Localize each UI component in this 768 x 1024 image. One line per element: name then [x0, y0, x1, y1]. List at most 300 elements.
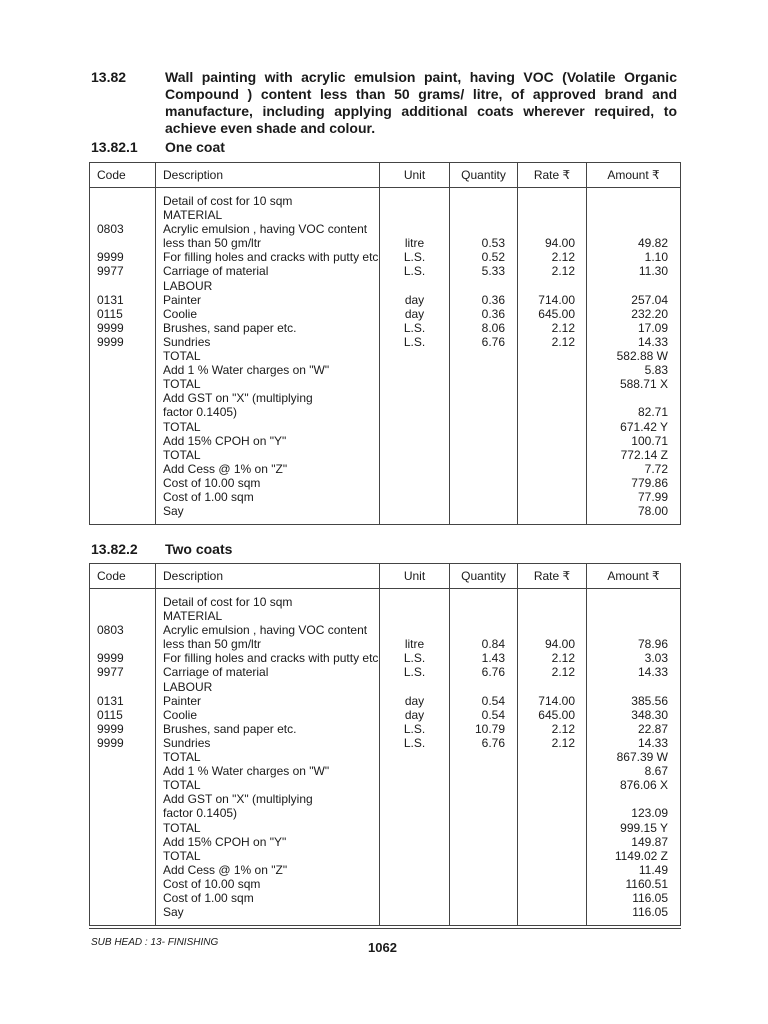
subsection-number-2: 13.82.2: [91, 541, 138, 557]
cell-desc: For filling holes and cracks with putty etc: [163, 651, 379, 666]
cell-rate: [518, 504, 586, 518]
cell-unit: [380, 877, 449, 891]
cell-amt: [587, 208, 680, 222]
cell-amt: 49.82: [637, 236, 668, 251]
cell-unit: [380, 279, 449, 293]
cell-desc: TOTAL: [163, 848, 201, 863]
cell-amt: 77.99: [637, 489, 668, 504]
cell-code: 9977: [97, 665, 124, 680]
cell-amt: 348.30: [631, 707, 668, 722]
cell-code: [90, 448, 155, 462]
cell-desc: MATERIAL: [163, 208, 223, 223]
cell-unit: [380, 405, 449, 419]
cell-code: [90, 778, 155, 792]
cell-code: 9999: [97, 735, 124, 750]
cell-code: [90, 637, 155, 651]
cell-amt: 11.30: [638, 264, 668, 279]
cell-code: [90, 208, 155, 222]
cell-qty: [450, 863, 517, 877]
cell-qty: [450, 391, 517, 405]
cell-amt: 1160.51: [625, 876, 668, 891]
col-header-quantity: Quantity: [450, 163, 518, 188]
cell-desc: Brushes, sand paper etc.: [163, 721, 297, 736]
cell-code: [90, 476, 155, 490]
cell-rate: 94.00: [544, 637, 575, 652]
cell-code: 0115: [97, 306, 123, 321]
col-header-unit: Unit: [380, 564, 450, 589]
cell-code: 9999: [97, 334, 124, 349]
cell-unit: day: [404, 707, 425, 722]
cell-amt: [587, 792, 680, 806]
cell-unit: [380, 194, 449, 208]
cell-amt: 8.67: [644, 764, 668, 779]
cell-qty: 5.33: [481, 264, 505, 279]
cell-qty: [450, 279, 517, 293]
estimate-table-one-coat: [89, 162, 681, 525]
cell-desc: Add GST on "X" (multiplying: [163, 391, 313, 406]
col-header-code: Code: [90, 163, 156, 188]
cell-unit: [380, 504, 449, 518]
cell-amt: [587, 595, 680, 609]
cell-qty: [450, 609, 517, 623]
cell-unit: L.S.: [403, 250, 426, 265]
cell-qty: [450, 891, 517, 905]
cell-desc: LABOUR: [163, 278, 213, 293]
cell-desc: Detail of cost for 10 sqm: [163, 194, 293, 208]
cell-unit: [380, 377, 449, 391]
cell-qty: [450, 363, 517, 377]
cell-qty: [450, 194, 517, 208]
cell-desc: Coolie: [163, 306, 198, 321]
cell-desc: Cost of 1.00 sqm: [163, 489, 254, 504]
cell-amt: 17.09: [637, 320, 668, 335]
cell-desc: Add 1 % Water charges on "W": [163, 363, 330, 378]
cell-rate: 2.12: [551, 334, 575, 349]
cell-unit: [380, 764, 449, 778]
cell-desc: TOTAL: [163, 349, 201, 364]
cell-desc: TOTAL: [163, 377, 201, 392]
cell-qty: 0.84: [481, 637, 505, 652]
cell-rate: 2.12: [551, 320, 575, 335]
cell-desc: Cost of 10.00 sqm: [163, 876, 261, 891]
cell-rate: 645.00: [538, 306, 575, 321]
cell-rate: [518, 750, 586, 764]
cell-code: [90, 595, 155, 609]
cell-unit: [380, 490, 449, 504]
cell-code: [90, 609, 155, 623]
cell-qty: 6.76: [481, 334, 505, 349]
cell-desc: Sundries: [163, 334, 211, 349]
cell-qty: [450, 792, 517, 806]
cell-rate: [518, 222, 586, 236]
cell-unit: L.S.: [403, 320, 426, 335]
cell-code: 9977: [97, 264, 124, 279]
cell-desc: Add GST on "X" (multiplying: [163, 792, 313, 807]
cell-code: 0131: [97, 693, 124, 708]
cell-unit: [380, 609, 449, 623]
cell-desc: For filling holes and cracks with putty etc: [163, 250, 379, 265]
cell-qty: [450, 778, 517, 792]
cell-code: [90, 490, 155, 504]
cell-qty: 0.54: [481, 693, 505, 708]
cell-qty: [450, 208, 517, 222]
cell-code: [90, 764, 155, 778]
cell-unit: L.S.: [403, 334, 426, 349]
cell-rate: [518, 194, 586, 208]
cell-amt: 100.71: [631, 433, 668, 448]
section-title: Wall painting with acrylic emulsion paint, having VOC (Volatile Organic Compound ) content less than 50 grams/ litre, of approved brand and manufacture, including applying additional coats wherever required, to achieve even shade and colour.: [165, 69, 677, 136]
cell-rate: [518, 609, 586, 623]
cell-qty: [450, 835, 517, 849]
cell-unit: [380, 434, 449, 448]
cell-desc: less than 50 gm/ltr: [163, 637, 262, 652]
cell-unit: [380, 863, 449, 877]
cell-desc: TOTAL: [163, 750, 201, 765]
cell-rate: 714.00: [538, 292, 575, 307]
cell-amt: 116.05: [632, 905, 668, 920]
rate-column: [518, 188, 587, 525]
cell-rate: 2.12: [551, 264, 575, 279]
cell-code: [90, 279, 155, 293]
cell-qty: [450, 806, 517, 820]
col-header-rate: Rate ₹: [518, 163, 587, 188]
cell-code: [90, 504, 155, 518]
cell-code: [90, 792, 155, 806]
cell-unit: L.S.: [403, 735, 426, 750]
cell-rate: [518, 349, 586, 363]
description-column: [156, 589, 380, 926]
cell-code: 0803: [97, 222, 124, 237]
col-header-description: Description: [156, 564, 380, 589]
cell-unit: [380, 420, 449, 434]
cell-code: 9999: [97, 651, 124, 666]
cell-code: [90, 377, 155, 391]
cell-code: [90, 363, 155, 377]
cell-desc: Cost of 10.00 sqm: [163, 475, 261, 490]
cell-desc: factor 0.1405): [163, 806, 238, 821]
cell-rate: [518, 877, 586, 891]
cell-code: 9999: [97, 721, 124, 736]
cell-amt: [587, 609, 680, 623]
page-number: 1062: [368, 940, 397, 955]
cell-code: [90, 835, 155, 849]
cell-amt: 14.33: [637, 665, 668, 680]
cell-desc: MATERIAL: [163, 609, 223, 624]
cell-qty: 6.76: [481, 735, 505, 750]
cell-qty: [450, 476, 517, 490]
cell-desc: Cost of 1.00 sqm: [163, 890, 254, 905]
cell-qty: [450, 420, 517, 434]
quantity-column: [450, 188, 518, 525]
cell-amt: 876.06 X: [619, 778, 668, 793]
cell-code: [90, 462, 155, 476]
cell-code: [90, 391, 155, 405]
cell-qty: [450, 764, 517, 778]
col-header-code: Code: [90, 564, 156, 589]
cell-unit: [380, 448, 449, 462]
cell-rate: 2.12: [551, 735, 575, 750]
cell-amt: 14.33: [637, 735, 668, 750]
section-number: 13.82: [91, 69, 127, 85]
cell-amt: 5.83: [644, 363, 668, 378]
cell-code: [90, 905, 155, 919]
cell-desc: Sundries: [163, 735, 211, 750]
cell-rate: [518, 806, 586, 820]
cell-qty: 10.79: [474, 721, 505, 736]
cell-rate: 2.12: [551, 250, 575, 265]
cell-unit: L.S.: [403, 721, 426, 736]
quantity-column: [450, 589, 518, 926]
cell-rate: [518, 863, 586, 877]
amount-column: [587, 589, 681, 926]
estimate-table-two-coats: [89, 563, 681, 926]
cell-qty: [450, 405, 517, 419]
amount-column: [587, 188, 681, 525]
cell-desc: LABOUR: [163, 679, 213, 694]
cell-desc: TOTAL: [163, 778, 201, 793]
cell-unit: [380, 208, 449, 222]
col-header-quantity: Quantity: [450, 564, 518, 589]
cell-qty: [450, 849, 517, 863]
cell-amt: 123.09: [631, 806, 668, 821]
cell-qty: 6.76: [481, 665, 505, 680]
cell-code: 9999: [97, 250, 124, 265]
cell-amt: 1149.02 Z: [614, 848, 668, 863]
cell-rate: [518, 391, 586, 405]
cell-unit: litre: [404, 236, 425, 251]
cell-qty: [450, 349, 517, 363]
cell-qty: [450, 490, 517, 504]
subsection-title-1: One coat: [165, 139, 225, 155]
cell-amt: 22.87: [637, 721, 668, 736]
cell-amt: 772.14 Z: [620, 447, 668, 462]
col-header-description: Description: [156, 163, 380, 188]
description-column: [156, 188, 380, 525]
cell-qty: 1.43: [481, 651, 505, 666]
cell-unit: [380, 476, 449, 490]
cell-qty: [450, 377, 517, 391]
cell-amt: 14.33: [637, 334, 668, 349]
cell-desc: Add Cess @ 1% on "Z": [163, 461, 288, 476]
cell-code: 0803: [97, 623, 124, 638]
cell-rate: [518, 490, 586, 504]
subsection-number-1: 13.82.1: [91, 139, 138, 155]
cell-rate: [518, 849, 586, 863]
rate-column: [518, 589, 587, 926]
cell-qty: [450, 623, 517, 637]
cell-qty: [450, 448, 517, 462]
cell-amt: [587, 391, 680, 405]
cell-amt: 999.15 Y: [620, 820, 668, 835]
cell-rate: [518, 208, 586, 222]
cell-code: [90, 194, 155, 208]
cell-rate: [518, 595, 586, 609]
cell-desc: Brushes, sand paper etc.: [163, 320, 297, 335]
cell-unit: [380, 778, 449, 792]
cell-desc: factor 0.1405): [163, 405, 238, 420]
cell-desc: Carriage of material: [163, 264, 269, 279]
cell-amt: 867.39 W: [616, 750, 668, 765]
cell-amt: 78.00: [637, 504, 668, 519]
cell-desc: Say: [163, 905, 184, 920]
cell-qty: 0.52: [481, 250, 505, 265]
cell-rate: 645.00: [538, 707, 575, 722]
cell-qty: 0.53: [481, 236, 505, 251]
cell-rate: [518, 434, 586, 448]
cell-unit: [380, 792, 449, 806]
cell-desc: Painter: [163, 693, 202, 708]
cell-desc: Add 15% CPOH on "Y": [163, 433, 287, 448]
cell-unit: L.S.: [403, 264, 426, 279]
cell-unit: [380, 222, 449, 236]
cell-code: 9999: [97, 320, 124, 335]
cell-rate: [518, 891, 586, 905]
cell-rate: [518, 680, 586, 694]
cell-amt: 1.10: [644, 250, 668, 265]
cell-desc: TOTAL: [163, 820, 201, 835]
cell-amt: [587, 279, 680, 293]
cell-qty: [450, 504, 517, 518]
cell-rate: [518, 778, 586, 792]
cell-unit: [380, 680, 449, 694]
cell-desc: TOTAL: [163, 419, 201, 434]
cell-unit: [380, 391, 449, 405]
col-header-rate: Rate ₹: [518, 564, 587, 589]
cell-qty: [450, 222, 517, 236]
cell-code: 0131: [97, 292, 124, 307]
unit-column: [380, 188, 450, 525]
cell-rate: [518, 420, 586, 434]
cell-code: [90, 863, 155, 877]
cell-qty: 8.06: [481, 320, 505, 335]
cell-rate: [518, 476, 586, 490]
cell-unit: [380, 595, 449, 609]
cell-unit: [380, 835, 449, 849]
cell-amt: 588.71 X: [619, 377, 668, 392]
cell-unit: day: [404, 306, 425, 321]
cell-code: [90, 891, 155, 905]
cell-qty: [450, 680, 517, 694]
subsection-title-2: Two coats: [165, 541, 233, 557]
cell-code: [90, 750, 155, 764]
cell-desc: Add 1 % Water charges on "W": [163, 764, 330, 779]
cell-rate: [518, 792, 586, 806]
code-column: [90, 188, 156, 525]
cell-desc: Add Cess @ 1% on "Z": [163, 862, 288, 877]
cell-unit: L.S.: [403, 651, 426, 666]
col-header-amount: Amount ₹: [587, 163, 681, 188]
cell-rate: [518, 764, 586, 778]
cell-qty: [450, 434, 517, 448]
cell-unit: [380, 806, 449, 820]
unit-column: [380, 589, 450, 926]
cell-amt: 671.42 Y: [620, 419, 668, 434]
cell-code: [90, 821, 155, 835]
cell-qty: 0.54: [481, 707, 505, 722]
cell-unit: litre: [404, 637, 425, 652]
cell-unit: [380, 905, 449, 919]
cell-unit: [380, 821, 449, 835]
cell-rate: [518, 448, 586, 462]
cell-desc: Coolie: [163, 707, 198, 722]
cell-unit: L.S.: [403, 665, 426, 680]
cell-amt: 3.03: [644, 651, 668, 666]
cell-rate: 2.12: [551, 721, 575, 736]
cell-unit: [380, 750, 449, 764]
cell-desc: Say: [163, 504, 184, 519]
cell-desc: less than 50 gm/ltr: [163, 236, 262, 251]
cell-desc: Add 15% CPOH on "Y": [163, 834, 287, 849]
cell-amt: 78.96: [637, 637, 668, 652]
cell-rate: [518, 905, 586, 919]
col-header-amount: Amount ₹: [587, 564, 681, 589]
cell-amt: 116.05: [632, 890, 668, 905]
cell-amt: [587, 680, 680, 694]
cell-amt: [587, 623, 680, 637]
cell-qty: [450, 462, 517, 476]
cell-amt: 232.20: [631, 306, 668, 321]
cell-desc: Detail of cost for 10 sqm: [163, 595, 293, 609]
cell-amt: 257.04: [631, 292, 668, 307]
cell-amt: 11.49: [638, 862, 668, 877]
cell-code: [90, 877, 155, 891]
cell-amt: 82.71: [637, 405, 668, 420]
cell-desc: TOTAL: [163, 447, 201, 462]
cell-rate: [518, 835, 586, 849]
cell-code: [90, 349, 155, 363]
cell-rate: [518, 279, 586, 293]
cell-amt: 385.56: [631, 693, 668, 708]
cell-qty: 0.36: [481, 306, 505, 321]
cell-code: [90, 420, 155, 434]
cell-code: [90, 405, 155, 419]
cell-unit: [380, 623, 449, 637]
col-header-unit: Unit: [380, 163, 450, 188]
cell-rate: [518, 462, 586, 476]
cell-code: [90, 849, 155, 863]
cell-code: 0115: [97, 707, 123, 722]
cell-code: [90, 680, 155, 694]
cell-rate: 2.12: [551, 651, 575, 666]
cell-unit: [380, 349, 449, 363]
cell-rate: [518, 821, 586, 835]
cell-amt: 779.86: [631, 475, 668, 490]
cell-desc: Acrylic emulsion , having VOC content: [163, 623, 368, 638]
cell-rate: [518, 377, 586, 391]
cell-unit: [380, 849, 449, 863]
cell-qty: [450, 821, 517, 835]
code-column: [90, 589, 156, 926]
cell-desc: Painter: [163, 292, 202, 307]
cell-unit: day: [404, 292, 425, 307]
cell-qty: [450, 905, 517, 919]
cell-code: [90, 236, 155, 250]
cell-rate: 714.00: [538, 693, 575, 708]
cell-code: [90, 434, 155, 448]
cell-unit: [380, 891, 449, 905]
cell-rate: 2.12: [551, 665, 575, 680]
cell-code: [90, 806, 155, 820]
cell-unit: [380, 363, 449, 377]
cell-rate: [518, 405, 586, 419]
cell-rate: [518, 623, 586, 637]
cell-qty: 0.36: [481, 292, 505, 307]
cell-qty: [450, 595, 517, 609]
cell-amt: [587, 194, 680, 208]
cell-unit: day: [404, 693, 425, 708]
cell-amt: [587, 222, 680, 236]
cell-amt: 582.88 W: [616, 349, 668, 364]
